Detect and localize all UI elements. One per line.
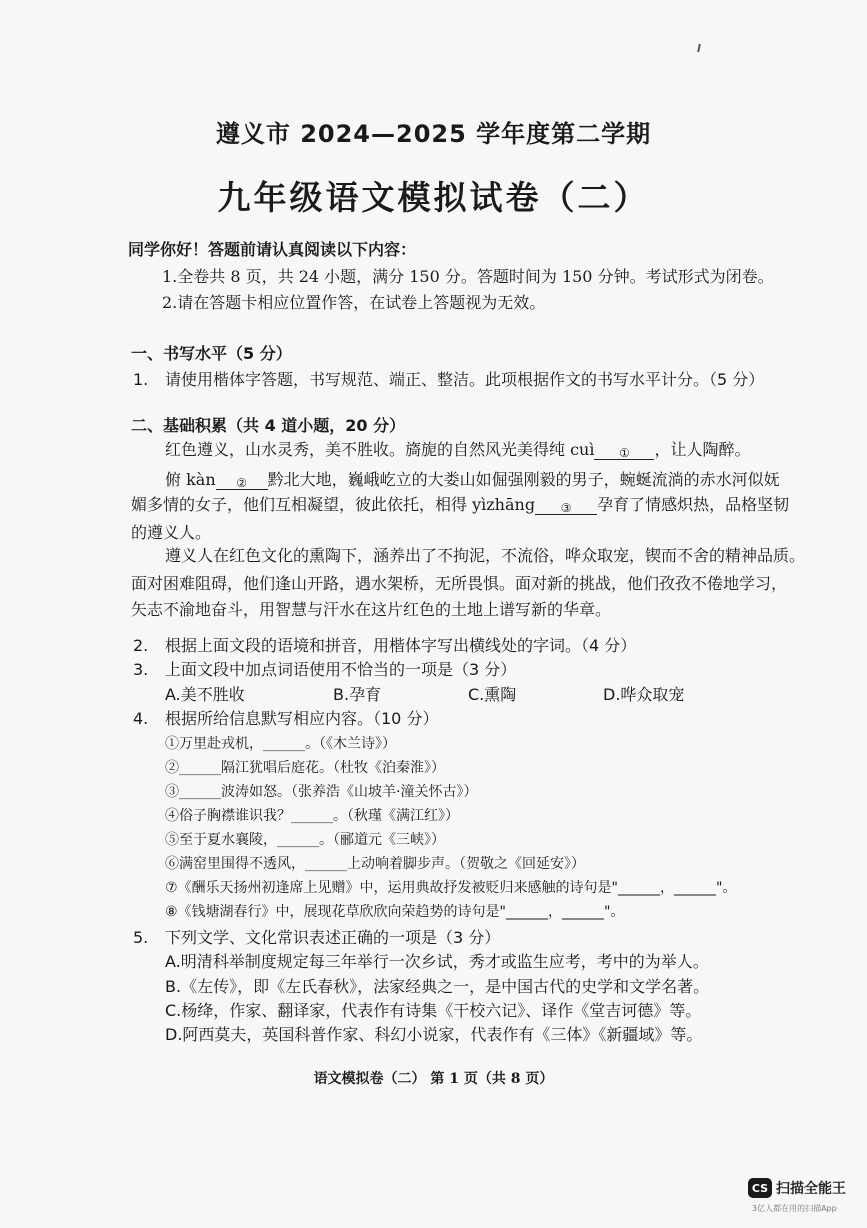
passage-text: ，让人陶醉。 — [654, 440, 751, 459]
q2-number: 2. — [133, 636, 149, 655]
scanner-watermark — [748, 1175, 846, 1201]
passage-text: 媚多情的女子，他们互相凝望，彼此依托，相得 yìzhāng — [131, 495, 536, 514]
q2-text: 根据上面文段的语境和拼音，用楷体字写出横线处的字词。（4 分） — [165, 636, 637, 655]
q4-item-3: ③______波涛如怒。（张养浩《山坡羊·潼关怀古》） — [165, 784, 478, 800]
q1-text: 请使用楷体字答题，书写规范、端正、整洁。此项根据作文的书写水平计分。（5 分） — [165, 370, 765, 389]
instructions-item2: 2.请在答题卡相应位置作答，在试卷上答题视为无效。 — [162, 293, 546, 312]
q4-item-1: ①万里赴戎机，______。（《木兰诗》） — [165, 736, 396, 752]
passage-line1 — [165, 440, 751, 460]
instructions-greeting: 同学你好！答题前请认真阅读以下内容： — [128, 240, 417, 259]
passage-text: 黔北大地，巍峨屹立的大娄山如倔强刚毅的男子，蜿蜒流淌的赤水河似妩 — [267, 470, 780, 489]
q3-number: 3. — [133, 660, 149, 679]
q3-option-a: A.美不胜收 — [165, 685, 245, 704]
q5-option-b: B.《左传》，即《左氏春秋》，法家经典之一，是中国古代的史学和文学名著。 — [165, 977, 710, 996]
q5-option-a: A.明清科举制度规定每三年举行一次乡试，秀才或监生应考，考中的为举人。 — [165, 952, 709, 971]
camscanner-logo-icon: CS — [748, 1178, 772, 1198]
q4-text: 根据所给信息默写相应内容。（10 分） — [165, 709, 439, 728]
answer-blank-1: ① — [594, 443, 654, 460]
q4-item-5: ⑤至于夏水襄陵，______。（郦道元《三峡》） — [165, 832, 445, 848]
q4-item-7: ⑦《酬乐天扬州初逢席上见赠》中，运用典故抒发被贬归来感触的诗句是"______，______"。 — [165, 880, 737, 896]
q3-option-c: C.熏陶 — [468, 685, 517, 704]
scanner-tagline: 3亿人都在用的扫描App — [752, 1204, 837, 1213]
instructions-item1: 1.全卷共 8 页，共 24 小题，满分 150 分。答题时间为 150 分钟。考试形式为闭卷。 — [162, 267, 774, 286]
passage-text: 红色遵义，山水灵秀，美不胜收。旖旎的自然风光美得纯 cuì — [165, 440, 595, 459]
q3-option-b: B.孕育 — [333, 685, 382, 704]
page-footer: 语文模拟卷（二） 第 1 页（共 8 页） — [313, 1071, 554, 1087]
exam-title-line1: 遵义市 2024—2025 学年度第二学期 — [215, 120, 652, 148]
passage-line7: 矢志不渝地奋斗，用智慧与汗水在这片红色的土地上谱写新的华章。 — [131, 600, 612, 619]
scan-mark — [697, 44, 701, 52]
answer-blank-3: ③ — [535, 498, 597, 515]
passage-line4: 的遵义人。 — [131, 523, 212, 542]
passage-text: 俯 kàn — [165, 470, 216, 489]
passage-line2 — [165, 470, 780, 490]
passage-line5: 遵义人在红色文化的熏陶下，涵养出了不拘泥，不流俗，哗众取宠，锲而不舍的精神品质。 — [165, 546, 806, 565]
section1-heading: 一、书写水平（5 分） — [131, 344, 292, 363]
q5-option-c: C.杨绛，作家、翻译家，代表作有诗集《干校六记》、译作《堂吉诃德》等。 — [165, 1001, 702, 1020]
passage-line3 — [131, 495, 789, 515]
q4-item-2: ②______隔江犹唱后庭花。（杜牧《泊秦淮》） — [165, 760, 445, 776]
q3-option-d: D.哗众取宠 — [603, 685, 685, 704]
scanner-brand-name: 扫描全能王 — [776, 1181, 846, 1197]
q4-item-6: ⑥满窑里围得不透风，______上动响着脚步声。（贺敬之《回延安》） — [165, 856, 585, 872]
q3-text: 上面文段中加点词语使用不恰当的一项是（3 分） — [165, 660, 517, 679]
section2-heading: 二、基础积累（共 4 道小题，20 分） — [131, 416, 406, 435]
q4-item-4: ④俗子胸襟谁识我？______。（秋瑾《满江红》） — [165, 808, 459, 824]
answer-blank-2: ② — [216, 473, 268, 490]
q1-number: 1. — [133, 370, 149, 389]
passage-text: 孕育了情感炽热，品格坚韧 — [597, 495, 790, 514]
q5-number: 5. — [133, 928, 149, 947]
q5-text: 下列文学、文化常识表述正确的一项是（3 分） — [165, 928, 501, 947]
q4-item-8: ⑧《钱塘湖春行》中，展现花草欣欣向荣趋势的诗句是"______，______"。 — [165, 904, 625, 920]
q4-number: 4. — [133, 709, 149, 728]
passage-line6: 面对困难阻碍，他们逢山开路，遇水架桥，无所畏惧。面对新的挑战，他们孜孜不倦地学习， — [131, 574, 788, 593]
q5-option-d: D.阿西莫夫，英国科普作家、科幻小说家，代表作有《三体》《新疆域》等。 — [165, 1025, 703, 1044]
exam-title-line2: 九年级语文模拟试卷（二） — [217, 178, 650, 217]
